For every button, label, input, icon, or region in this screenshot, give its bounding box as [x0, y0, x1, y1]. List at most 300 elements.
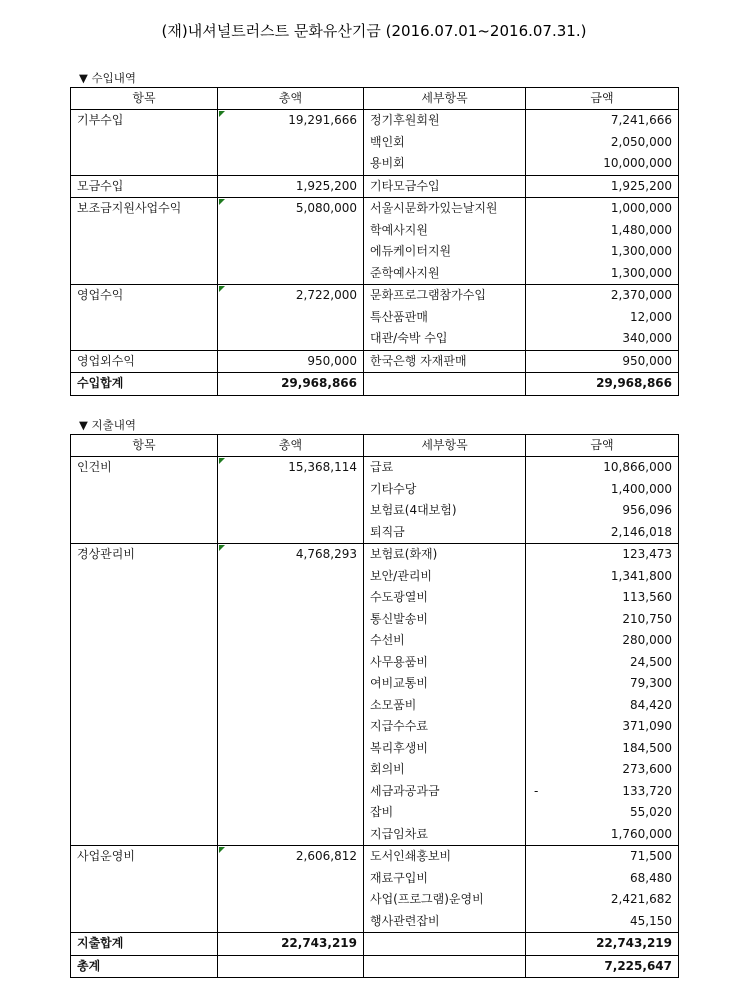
total-detail — [364, 373, 526, 396]
group-total-cell — [218, 241, 364, 263]
detail-cell — [364, 911, 526, 933]
category-cell-text: 모금수입 — [77, 178, 124, 193]
detail-cell — [364, 175, 526, 198]
total-total — [218, 933, 364, 956]
group-total-cell — [218, 350, 364, 373]
amount-cell — [526, 630, 679, 652]
dash-mark: - — [534, 783, 539, 798]
table-row — [71, 198, 679, 220]
amount-cell-text: 1,300,000 — [610, 244, 672, 258]
category-cell — [71, 522, 218, 544]
amount-cell — [526, 175, 679, 198]
amount-cell — [526, 198, 679, 220]
detail-cell-text: 사무용품비 — [370, 654, 428, 669]
group-total-cell — [218, 846, 364, 868]
detail-cell — [364, 630, 526, 652]
category-cell-text: 경상관리비 — [77, 547, 135, 561]
group-total-cell — [218, 824, 364, 846]
detail-cell — [364, 307, 526, 329]
detail-cell-text: 세금과공과금 — [370, 783, 440, 798]
amount-cell — [526, 587, 679, 609]
group-total-cell-text: 2,722,000 — [295, 288, 357, 302]
cell-note-marker — [219, 458, 225, 464]
amount-cell-text: 1,000,000 — [610, 201, 672, 215]
detail-cell — [364, 802, 526, 824]
detail-cell-text: 용비회 — [370, 156, 405, 170]
amount-cell — [526, 846, 679, 868]
detail-cell-text: 준학예사지원 — [370, 265, 440, 280]
category-cell — [71, 652, 218, 674]
header-row — [71, 88, 679, 110]
detail-cell — [364, 889, 526, 911]
detail-cell — [364, 566, 526, 588]
category-cell — [71, 889, 218, 911]
detail-cell-text: 학예사지원 — [370, 222, 428, 237]
category-cell — [71, 153, 218, 175]
detail-cell — [364, 500, 526, 522]
category-cell — [71, 544, 218, 566]
detail-cell — [364, 781, 526, 803]
detail-cell — [364, 132, 526, 154]
category-cell — [71, 759, 218, 781]
group-total-cell — [218, 652, 364, 674]
table-row — [71, 695, 679, 717]
expense-body — [71, 457, 679, 978]
table-row — [71, 153, 679, 175]
detail-cell — [364, 673, 526, 695]
amount-cell — [526, 889, 679, 911]
table-row — [71, 802, 679, 824]
amount-cell — [526, 652, 679, 674]
detail-cell — [364, 457, 526, 479]
total-total-text: 22,743,219 — [281, 936, 357, 950]
amount-cell — [526, 716, 679, 738]
amount-cell-text: 371,090 — [622, 719, 672, 733]
detail-cell-text: 보험료(화재) — [370, 547, 438, 561]
detail-cell — [364, 110, 526, 132]
detail-cell-text: 회의비 — [370, 762, 405, 776]
detail-cell-text: 잡비 — [370, 805, 394, 819]
amount-cell-text: 1,760,000 — [610, 826, 672, 841]
table-row — [71, 263, 679, 285]
amount-cell-text: 1,300,000 — [610, 265, 672, 280]
total-total-text: 29,968,866 — [281, 376, 357, 390]
detail-cell-text: 급료 — [370, 460, 394, 474]
detail-cell — [364, 479, 526, 501]
detail-cell-text: 여비교통비 — [370, 676, 428, 690]
amount-cell-text: 12,000 — [630, 309, 672, 324]
group-total-cell — [218, 220, 364, 242]
amount-cell-text: 45,150 — [630, 913, 672, 928]
detail-cell-text: 보험료(4대보험) — [370, 503, 457, 517]
total-amount — [526, 373, 679, 396]
grand-amount — [526, 955, 679, 978]
category-cell — [71, 220, 218, 242]
category-cell — [71, 716, 218, 738]
table-row — [71, 457, 679, 479]
amount-cell — [526, 328, 679, 350]
amount-cell — [526, 457, 679, 479]
detail-cell — [364, 285, 526, 307]
group-total-cell — [218, 457, 364, 479]
table-row — [71, 824, 679, 846]
amount-cell — [526, 110, 679, 132]
category-cell-text: 영업외수익 — [77, 353, 135, 368]
group-total-cell-text: 950,000 — [307, 353, 357, 368]
detail-cell-text: 특산품판매 — [370, 309, 428, 324]
detail-cell-text: 기타모금수입 — [370, 178, 440, 193]
cell-note-marker — [219, 847, 225, 853]
detail-cell — [364, 716, 526, 738]
category-cell — [71, 500, 218, 522]
amount-cell — [526, 759, 679, 781]
total-total — [218, 373, 364, 396]
table-row — [71, 868, 679, 890]
detail-cell — [364, 587, 526, 609]
amount-cell — [526, 522, 679, 544]
total-amount — [526, 933, 679, 956]
cell-note-marker — [219, 199, 225, 205]
group-total-cell — [218, 479, 364, 501]
group-total-cell-text: 4,768,293 — [295, 547, 357, 561]
detail-cell-text: 한국은행 자재판매 — [370, 353, 467, 368]
header-total: 총액 — [218, 435, 364, 457]
category-cell — [71, 350, 218, 373]
detail-cell-text: 사업(프로그램)운영비 — [370, 892, 484, 906]
category-cell — [71, 868, 218, 890]
amount-cell-text: 10,000,000 — [603, 156, 672, 170]
amount-cell — [526, 285, 679, 307]
category-cell — [71, 695, 218, 717]
table-row — [71, 716, 679, 738]
category-cell — [71, 175, 218, 198]
category-cell — [71, 566, 218, 588]
category-cell — [71, 846, 218, 868]
group-total-cell — [218, 695, 364, 717]
category-cell — [71, 781, 218, 803]
amount-cell-text: 956,096 — [622, 503, 672, 517]
header-total: 총액 — [218, 88, 364, 110]
total-label-text: 지출합계 — [77, 936, 124, 950]
detail-cell — [364, 153, 526, 175]
amount-cell-text: 1,925,200 — [610, 178, 672, 193]
group-total-cell-text: 15,368,114 — [288, 460, 357, 474]
total-label — [71, 373, 218, 396]
amount-cell — [526, 824, 679, 846]
group-total-cell — [218, 132, 364, 154]
amount-cell — [526, 307, 679, 329]
group-total-cell — [218, 522, 364, 544]
detail-cell-text: 퇴직금 — [370, 524, 405, 539]
group-total-cell — [218, 198, 364, 220]
amount-cell-text: 71,500 — [630, 849, 672, 863]
amount-cell-text: 280,000 — [622, 633, 672, 647]
amount-cell-text: 2,146,018 — [610, 524, 672, 539]
group-total-cell — [218, 738, 364, 760]
group-total-cell — [218, 263, 364, 285]
detail-cell-text: 수선비 — [370, 633, 405, 647]
category-cell — [71, 241, 218, 263]
amount-cell-text: 113,560 — [622, 590, 672, 604]
amount-cell — [526, 868, 679, 890]
group-total-cell — [218, 566, 364, 588]
amount-cell-text: 24,500 — [630, 654, 672, 669]
category-cell — [71, 802, 218, 824]
group-total-cell — [218, 175, 364, 198]
table-row — [71, 241, 679, 263]
table-row — [71, 307, 679, 329]
cell-note-marker — [219, 286, 225, 292]
group-total-cell — [218, 609, 364, 631]
group-total-cell — [218, 153, 364, 175]
group-total-cell — [218, 889, 364, 911]
table-row — [71, 110, 679, 132]
amount-cell — [526, 781, 679, 803]
detail-cell — [364, 695, 526, 717]
amount-cell-text: 1,341,800 — [610, 568, 672, 583]
amount-cell-text: 210,750 — [622, 611, 672, 626]
amount-cell — [526, 132, 679, 154]
group-total-cell — [218, 110, 364, 132]
amount-cell — [526, 802, 679, 824]
group-total-cell — [218, 587, 364, 609]
detail-cell-text: 보안/관리비 — [370, 568, 433, 583]
table-row — [71, 500, 679, 522]
group-total-cell — [218, 911, 364, 933]
detail-cell — [364, 759, 526, 781]
group-total-cell — [218, 544, 364, 566]
grand-detail — [364, 955, 526, 978]
table-row — [71, 781, 679, 803]
expense-table — [70, 434, 679, 978]
category-cell — [71, 673, 218, 695]
table-row — [71, 609, 679, 631]
group-total-cell-text: 2,606,812 — [295, 849, 357, 863]
group-total-cell — [218, 759, 364, 781]
amount-cell-text: 2,050,000 — [610, 134, 672, 149]
detail-cell-text: 수도광열비 — [370, 590, 428, 604]
amount-cell-text: 55,020 — [630, 805, 672, 819]
expense-section-label: ▼ 지출내역 — [79, 418, 136, 432]
category-cell — [71, 609, 218, 631]
cell-note-marker — [219, 545, 225, 551]
category-cell — [71, 479, 218, 501]
category-cell — [71, 630, 218, 652]
amount-cell — [526, 609, 679, 631]
amount-cell-text: 2,421,682 — [610, 892, 672, 906]
header-item: 항목 — [71, 88, 218, 110]
table-row — [71, 630, 679, 652]
amount-cell — [526, 241, 679, 263]
detail-cell-text: 기타수당 — [370, 481, 417, 496]
header-amount: 금액 — [526, 88, 679, 110]
detail-cell-text: 서울시문화가있는날지원 — [370, 201, 498, 215]
total-label — [71, 933, 218, 956]
header-amount: 금액 — [526, 435, 679, 457]
table-row — [71, 350, 679, 373]
category-cell-text: 인건비 — [77, 460, 112, 474]
category-cell — [71, 911, 218, 933]
income-section-label: ▼ 수입내역 — [79, 71, 136, 85]
amount-cell-text: 68,480 — [630, 870, 672, 885]
category-cell-text: 기부수입 — [77, 113, 124, 127]
detail-cell — [364, 846, 526, 868]
amount-cell — [526, 738, 679, 760]
amount-cell — [526, 500, 679, 522]
total-amount-text: 29,968,866 — [596, 376, 672, 390]
detail-cell-text: 도서인쇄홍보비 — [370, 849, 452, 863]
grand-label-text: 총계 — [77, 958, 101, 973]
detail-cell — [364, 738, 526, 760]
table-row — [71, 285, 679, 307]
table-row — [71, 846, 679, 868]
detail-cell-text: 행사관련잡비 — [370, 913, 440, 928]
group-total-cell — [218, 328, 364, 350]
amount-cell-text: 950,000 — [622, 353, 672, 368]
detail-cell-text: 대관/숙박 수입 — [370, 331, 448, 345]
detail-cell-text: 복리후생비 — [370, 740, 428, 755]
table-row — [71, 759, 679, 781]
category-cell — [71, 198, 218, 220]
group-total-cell — [218, 781, 364, 803]
amount-cell-text: 273,600 — [622, 762, 672, 776]
group-total-cell-text: 19,291,666 — [288, 113, 357, 127]
total-row — [71, 373, 679, 396]
table-row — [71, 522, 679, 544]
header-row — [71, 435, 679, 457]
detail-cell — [364, 868, 526, 890]
category-cell — [71, 587, 218, 609]
amount-cell-text: 123,473 — [622, 547, 672, 561]
detail-cell — [364, 652, 526, 674]
detail-cell — [364, 350, 526, 373]
detail-cell — [364, 609, 526, 631]
amount-cell-text: 1,480,000 — [610, 222, 672, 237]
detail-cell — [364, 824, 526, 846]
table-row — [71, 175, 679, 198]
header-item: 항목 — [71, 435, 218, 457]
detail-cell-text: 에듀케이터지원 — [370, 244, 452, 258]
amount-cell — [526, 673, 679, 695]
category-cell-text: 영업수익 — [77, 288, 124, 302]
table-row — [71, 889, 679, 911]
detail-cell-text: 재료구입비 — [370, 870, 428, 885]
group-total-cell — [218, 802, 364, 824]
detail-cell-text: 소모품비 — [370, 697, 417, 712]
amount-cell — [526, 479, 679, 501]
table-row — [71, 479, 679, 501]
amount-cell — [526, 153, 679, 175]
detail-cell — [364, 522, 526, 544]
category-cell — [71, 110, 218, 132]
amount-cell — [526, 350, 679, 373]
total-detail — [364, 933, 526, 956]
category-cell — [71, 285, 218, 307]
table-row — [71, 738, 679, 760]
table-row — [71, 132, 679, 154]
group-total-cell-text: 5,080,000 — [295, 201, 357, 215]
category-cell — [71, 457, 218, 479]
amount-cell-text: 10,866,000 — [603, 460, 672, 474]
category-cell-text: 보조금지원사업수익 — [77, 201, 182, 215]
category-cell — [71, 328, 218, 350]
amount-cell — [526, 544, 679, 566]
group-total-cell — [218, 716, 364, 738]
group-total-cell-text: 1,925,200 — [295, 178, 357, 193]
detail-cell-text: 지급임차료 — [370, 826, 428, 841]
category-cell — [71, 738, 218, 760]
total-amount-text: 22,743,219 — [596, 936, 672, 950]
amount-cell-text: 84,420 — [630, 697, 672, 712]
category-cell — [71, 824, 218, 846]
category-cell-text: 사업운영비 — [77, 849, 135, 863]
grand-row — [71, 955, 679, 978]
category-cell — [71, 132, 218, 154]
amount-cell-text: 7,241,666 — [610, 113, 672, 127]
detail-cell-text: 통신발송비 — [370, 611, 428, 626]
category-cell — [71, 263, 218, 285]
amount-cell — [526, 695, 679, 717]
detail-cell — [364, 220, 526, 242]
amount-cell — [526, 220, 679, 242]
table-row — [71, 673, 679, 695]
group-total-cell — [218, 868, 364, 890]
detail-cell-text: 지급수수료 — [370, 719, 428, 733]
amount-cell-text: 184,500 — [622, 740, 672, 755]
grand-amount-text: 7,225,647 — [604, 958, 672, 973]
amount-cell — [526, 911, 679, 933]
group-total-cell — [218, 500, 364, 522]
cell-note-marker — [219, 111, 225, 117]
group-total-cell — [218, 285, 364, 307]
group-total-cell — [218, 673, 364, 695]
detail-cell — [364, 241, 526, 263]
group-total-cell — [218, 630, 364, 652]
detail-cell — [364, 328, 526, 350]
total-row — [71, 933, 679, 956]
detail-cell — [364, 198, 526, 220]
table-row — [71, 544, 679, 566]
detail-cell-text: 백인회 — [370, 134, 405, 149]
table-row — [71, 587, 679, 609]
table-row — [71, 911, 679, 933]
table-row — [71, 220, 679, 242]
table-row — [71, 652, 679, 674]
grand-label — [71, 955, 218, 978]
detail-cell — [364, 263, 526, 285]
amount-cell-text: 340,000 — [622, 331, 672, 345]
total-label-text: 수입합계 — [77, 376, 124, 390]
page-title: (재)내셔널트러스트 문화유산기금 (2016.07.01~2016.07.31.) — [161, 22, 587, 40]
income-table — [70, 87, 679, 396]
amount-cell-text: 1,400,000 — [610, 481, 672, 496]
amount-cell — [526, 566, 679, 588]
detail-cell-text: 정기후원회원 — [370, 113, 440, 127]
amount-cell-text: 79,300 — [630, 676, 672, 690]
amount-cell-text: 2,370,000 — [610, 288, 672, 302]
amount-cell-text: 133,720 — [622, 783, 672, 798]
header-detail: 세부항목 — [364, 435, 526, 457]
amount-cell — [526, 263, 679, 285]
table-row — [71, 566, 679, 588]
detail-cell — [364, 544, 526, 566]
grand-total — [218, 955, 364, 978]
income-body — [71, 110, 679, 396]
header-detail: 세부항목 — [364, 88, 526, 110]
detail-cell-text: 문화프로그램참가수입 — [370, 288, 486, 302]
group-total-cell — [218, 307, 364, 329]
category-cell — [71, 307, 218, 329]
